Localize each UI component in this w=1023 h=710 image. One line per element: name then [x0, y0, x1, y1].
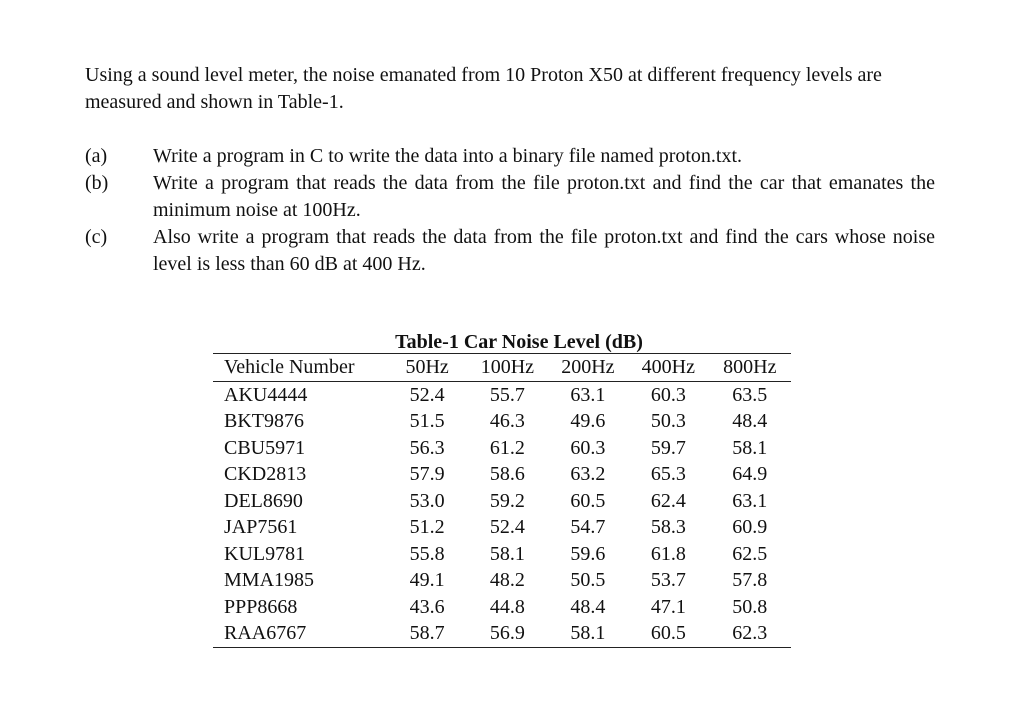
- noise-value-cell: 62.3: [732, 622, 768, 645]
- noise-value-cell: 63.1: [570, 383, 606, 406]
- noise-value-cell: 60.3: [570, 436, 606, 459]
- vehicle-number-cell: PPP8668: [224, 595, 298, 618]
- noise-value-cell: 55.8: [409, 542, 445, 565]
- question-item: [85, 170, 935, 224]
- noise-value-cell: 44.8: [489, 595, 525, 618]
- noise-value-cell: 52.4: [409, 383, 445, 406]
- noise-value-cell: 50.3: [650, 410, 686, 433]
- noise-table-container: [213, 330, 791, 648]
- vehicle-number-cell: DEL8690: [224, 489, 303, 512]
- noise-value-cell: 63.5: [732, 383, 768, 406]
- question-item: [85, 224, 935, 278]
- noise-value-cell: 56.3: [409, 436, 445, 459]
- vehicle-number-cell: MMA1985: [224, 569, 315, 592]
- noise-value-cell: 49.6: [570, 410, 606, 433]
- column-header: 100Hz: [480, 356, 535, 379]
- noise-value-cell: 54.7: [570, 516, 606, 539]
- noise-value-cell: 58.7: [409, 622, 445, 645]
- noise-value-cell: 51.2: [409, 516, 445, 539]
- noise-value-cell: 58.1: [489, 542, 525, 565]
- noise-value-cell: 50.5: [570, 569, 606, 592]
- noise-value-cell: 60.9: [732, 516, 768, 539]
- vehicle-number-cell: JAP7561: [224, 516, 298, 539]
- noise-value-cell: 60.5: [650, 622, 686, 645]
- noise-value-cell: 60.5: [570, 489, 606, 512]
- noise-value-cell: 55.7: [489, 383, 525, 406]
- table-row: [213, 567, 791, 594]
- table-row: [213, 620, 791, 647]
- noise-value-cell: 52.4: [489, 516, 525, 539]
- column-header: Vehicle Number: [224, 356, 355, 379]
- noise-value-cell: 58.6: [489, 463, 525, 486]
- noise-value-cell: 62.4: [650, 489, 686, 512]
- column-header: 400Hz: [641, 356, 695, 379]
- noise-value-cell: 46.3: [489, 410, 525, 433]
- question-label: (c): [85, 226, 108, 248]
- noise-value-cell: 57.8: [732, 569, 768, 592]
- table-row: [213, 488, 791, 515]
- noise-value-cell: 61.2: [489, 436, 525, 459]
- table-row: [213, 514, 791, 541]
- noise-value-cell: 59.6: [570, 542, 606, 565]
- table-header-row: [213, 354, 791, 382]
- noise-level-table: [213, 353, 791, 648]
- noise-value-cell: 63.1: [732, 489, 768, 512]
- noise-value-cell: 43.6: [409, 595, 445, 618]
- table-row: [213, 435, 791, 462]
- vehicle-number-cell: KUL9781: [224, 542, 306, 565]
- noise-value-cell: 65.3: [650, 463, 686, 486]
- noise-value-cell: 61.8: [650, 542, 686, 565]
- intro-paragraph: Using a sound level meter, the noise emanated from 10 Proton X50 at different frequency levels are measured and shown in Table-1.: [85, 64, 882, 113]
- question-text: Also write a program that reads the data from the file proton.txt and find the cars whose noise level is less than 60 dB at 400 Hz.: [153, 226, 935, 275]
- column-header: 200Hz: [561, 356, 615, 379]
- noise-value-cell: 48.4: [570, 595, 606, 618]
- noise-value-cell: 63.2: [570, 463, 606, 486]
- table-row: [213, 461, 791, 488]
- vehicle-number-cell: AKU4444: [224, 383, 308, 406]
- question-list: [85, 143, 935, 278]
- question-label: (a): [85, 145, 108, 167]
- table-title: Table-1 Car Noise Level (dB): [395, 331, 643, 353]
- vehicle-number-cell: BKT9876: [224, 410, 304, 433]
- column-header: 50Hz: [405, 356, 449, 379]
- noise-value-cell: 51.5: [409, 410, 445, 433]
- table-row: [213, 594, 791, 621]
- vehicle-number-cell: CBU5971: [224, 436, 306, 459]
- noise-value-cell: 58.1: [732, 436, 768, 459]
- question-label: (b): [85, 172, 109, 194]
- noise-value-cell: 47.1: [650, 595, 686, 618]
- noise-value-cell: 50.8: [732, 595, 768, 618]
- noise-value-cell: 60.3: [650, 383, 686, 406]
- question-item: [85, 143, 935, 170]
- table-row: [213, 541, 791, 568]
- noise-value-cell: 56.9: [489, 622, 525, 645]
- column-header: 800Hz: [723, 356, 777, 379]
- vehicle-number-cell: CKD2813: [224, 463, 307, 486]
- noise-value-cell: 58.1: [570, 622, 606, 645]
- noise-value-cell: 49.1: [409, 569, 445, 592]
- noise-value-cell: 48.4: [732, 410, 768, 433]
- noise-value-cell: 59.2: [489, 489, 525, 512]
- table-row: [213, 408, 791, 435]
- table-row: [213, 381, 791, 408]
- noise-value-cell: 48.2: [489, 569, 525, 592]
- noise-value-cell: 58.3: [650, 516, 686, 539]
- noise-value-cell: 53.0: [409, 489, 445, 512]
- noise-value-cell: 62.5: [732, 542, 768, 565]
- vehicle-number-cell: RAA6767: [224, 622, 307, 645]
- noise-value-cell: 53.7: [650, 569, 686, 592]
- noise-value-cell: 57.9: [409, 463, 445, 486]
- noise-value-cell: 59.7: [650, 436, 686, 459]
- table-body: [213, 381, 791, 647]
- question-text: Write a program that reads the data from the file proton.txt and find the car that emanates the minimum noise at 100Hz.: [153, 172, 935, 221]
- question-text: Write a program in C to write the data into a binary file named proton.txt.: [153, 145, 743, 167]
- noise-value-cell: 64.9: [732, 463, 768, 486]
